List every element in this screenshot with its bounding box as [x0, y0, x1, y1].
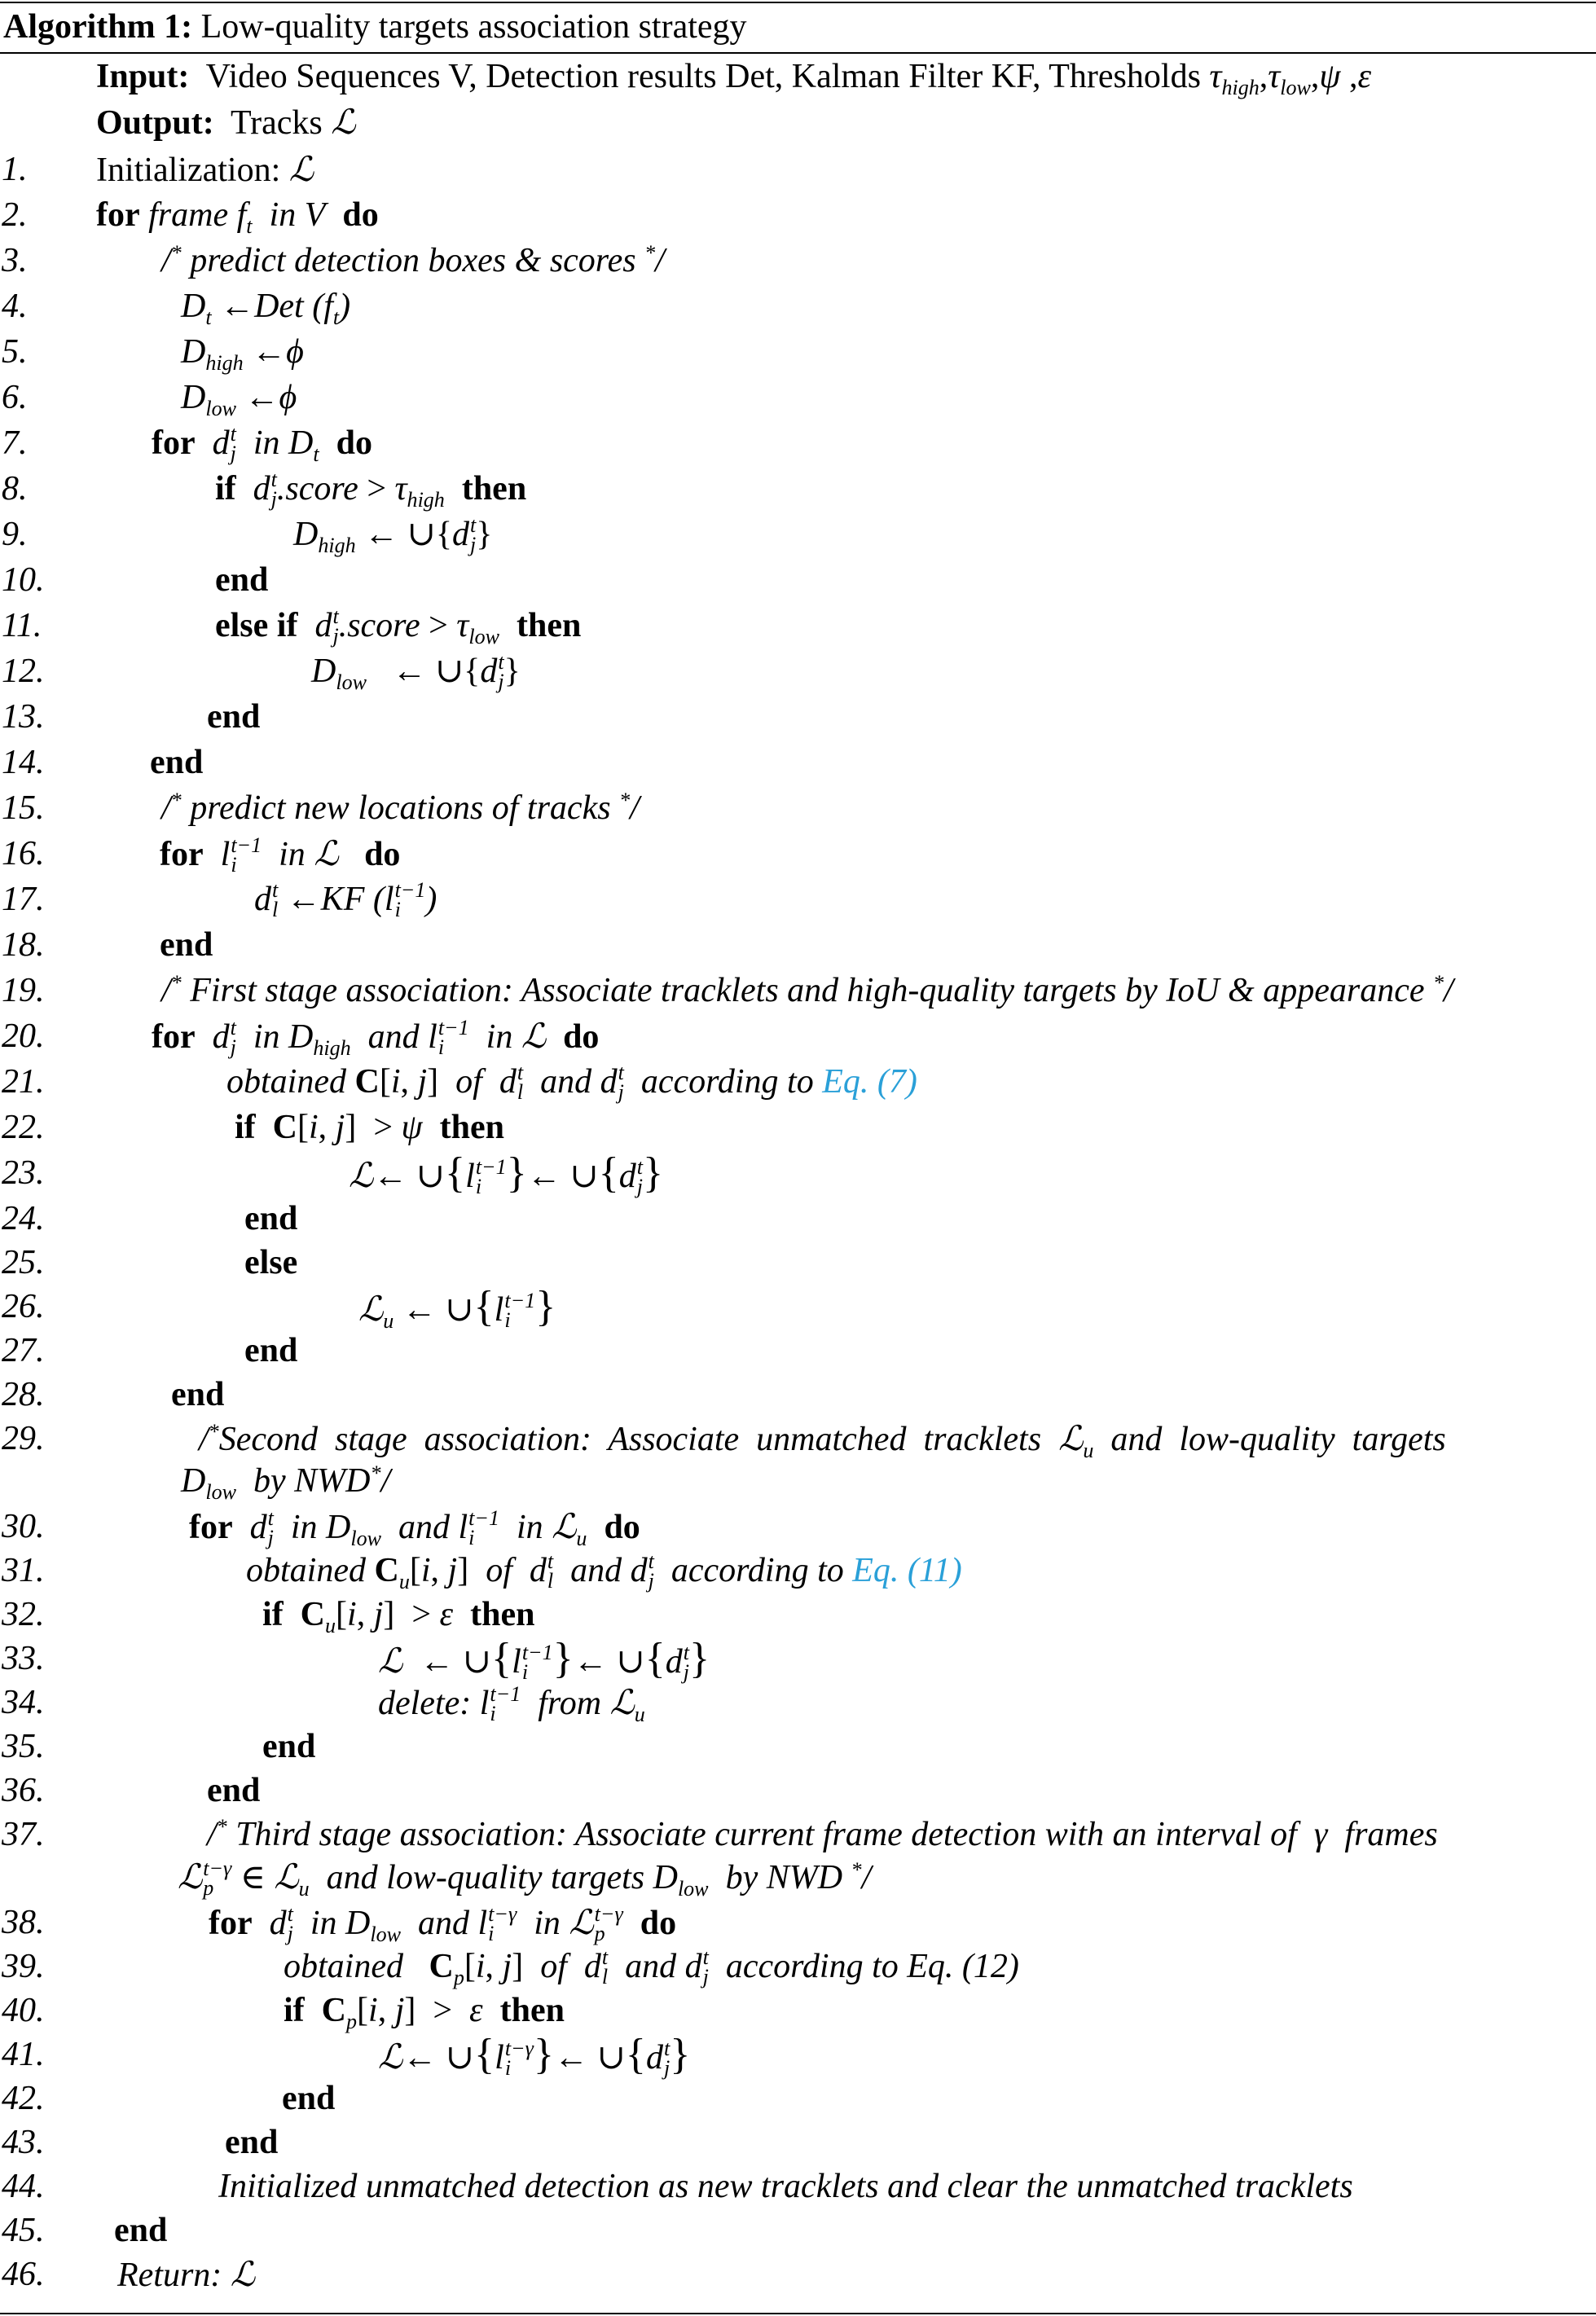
algo-line: 6. $D_{low}$ ←ϕ	[0, 375, 1596, 420]
line-number: 12.	[2, 653, 45, 690]
algo-line: 27. end	[0, 1328, 1596, 1373]
line-number: 9.	[2, 516, 28, 553]
line-number: 21.	[2, 1063, 45, 1101]
line-number: 42.	[2, 2080, 45, 2117]
algo-line: 4. $D_t$ ←Det $(f_t)$	[0, 283, 1596, 329]
line-number: 46.	[2, 2256, 45, 2293]
line-number: 35.	[2, 1728, 45, 1765]
output-line: Output: Tracks ℒ	[96, 102, 356, 142]
line-number: 25.	[2, 1244, 45, 1281]
line-number: 7.	[2, 424, 28, 462]
line-number: 45.	[2, 2212, 45, 2249]
algo-line: 2. for frame $f_t$ in V do	[0, 192, 1596, 238]
algo-line: 21. obtained C[i, j] of d t l and d t j according to Eq. (7)	[2, 1060, 917, 1105]
line-number: 32.	[2, 1596, 45, 1633]
algo-line: 19. /* First stage association: Associate tracklets and high-quality targets by IoU & appearance */	[0, 968, 1596, 1013]
line-number: 5.	[2, 333, 28, 371]
algo-line: 8. if d t j .score > $\tau_{high}$ then	[2, 467, 527, 512]
algo-line: 24. end	[0, 1196, 1596, 1241]
algo-line: 28. end	[0, 1372, 1596, 1417]
line-number: 38.	[2, 1904, 45, 1941]
line-number: 2.	[2, 196, 28, 234]
line-number: 18.	[2, 926, 45, 964]
line-number: 22.	[2, 1109, 45, 1146]
algo-line: 17. d t l ←KF (l t−1 i )	[2, 877, 437, 922]
algo-line: 9. $D_{high}$ ← ∪{d t j }	[2, 512, 493, 558]
algorithm-name: Low-quality targets association strategy	[200, 8, 747, 46]
algo-line: 14. end	[0, 740, 1596, 785]
algo-line: 29. /*Second stage association: Associate unmatched tracklets ℒ$_u$ and low-quality targets	[0, 1416, 1596, 1461]
algo-line: 26. ℒ$_u$ ← ∪{l t−1 i }	[2, 1283, 556, 1334]
algo-line: 22. if C[i, j] > ψ then	[0, 1105, 1596, 1150]
algo-line: 3. /* predict detection boxes & scores */	[0, 238, 1596, 283]
algo-line: 43. end	[0, 2120, 1596, 2165]
line-number: 34.	[2, 1684, 45, 1721]
line-number: 8.	[2, 470, 28, 508]
algorithm-label: Algorithm 1:	[3, 8, 193, 46]
algorithm-title	[3, 5, 747, 49]
line-number: 20.	[2, 1017, 45, 1055]
line-number: 16.	[2, 835, 45, 872]
algo-line: 30. for d t j in $D_{low}$ and l t−1 i in ℒ$_u$ do	[0, 1504, 1596, 1549]
input-line: Input: Video Sequences V, Detection results Det, Kalman Filter KF, Thresholds $\tau_{high},\tau_{low},\psi$ ,ε	[96, 58, 1372, 100]
algo-line: 25. else	[0, 1240, 1596, 1285]
line-number: 30.	[2, 1508, 45, 1545]
algo-line: 13. end	[0, 694, 1596, 740]
algo-line-continuation: $D_{low}$ by NWD*/	[181, 1461, 391, 1505]
line-number: 41.	[2, 2036, 45, 2073]
algo-line: 11. else if d t j .score > $\tau_{low}$ then	[2, 604, 582, 649]
bottom-rule	[0, 2313, 1596, 2314]
line-number: 29.	[2, 1420, 45, 1457]
top-rule	[0, 2, 1596, 3]
line-number: 3.	[2, 242, 28, 279]
algo-line: 32. if $C_u[i$, j] > ε then	[0, 1592, 1596, 1637]
algo-line: 16. for l t−1 i in ℒ do	[0, 831, 1596, 877]
algo-line: 45. end	[0, 2208, 1596, 2253]
line-number: 6.	[2, 379, 28, 416]
algo-line: 20. for d t j in $D_{high}$ and l t−1 i in ℒ do	[0, 1013, 1596, 1059]
input-label: Input:	[96, 58, 190, 95]
algo-line-continuation: ℒ t−γ p ∈ ℒ$_u$ and low-quality targets $D_{low}$ by NWD */	[178, 1856, 872, 1901]
output-label: Output:	[96, 104, 214, 142]
line-number: 24.	[2, 1200, 45, 1237]
line-number: 40.	[2, 1992, 45, 2029]
algo-line: 39. obtained $C_p[i$, j] of d t l and d t j according to Eq. (12)	[2, 1945, 1019, 1990]
algo-line: 36. end	[0, 1768, 1596, 1813]
algo-line: 42. end	[0, 2076, 1596, 2121]
line-number: 37.	[2, 1816, 45, 1853]
line-number: 10.	[2, 561, 45, 599]
line-number: 23.	[2, 1154, 45, 1192]
algo-line: 38. for d t j in $D_{low}$ and l t−γ i in ℒ t−γ p do	[0, 1900, 1596, 1945]
line-number: 14.	[2, 744, 45, 781]
algo-line: 18. end	[0, 922, 1596, 968]
algo-line: 5. $D_{high}$ ←ϕ	[0, 329, 1596, 375]
algo-line: 33. ℒ ← ∪{l t−1 i }← ∪{d t j }	[2, 1635, 710, 1685]
algo-line: 37. /* Third stage association: Associate current frame detection with an interval of γ frames	[0, 1812, 1596, 1857]
algo-line: 1. Initialization: ℒ	[0, 147, 1596, 192]
line-number: 4.	[2, 288, 28, 325]
algo-line: 23. ℒ← ∪{l t−1 i }← ∪{d t j }	[2, 1149, 664, 1199]
input-text: Video Sequences V, Detection results Det, Kalman Filter KF, Thresholds	[205, 58, 1201, 95]
line-number: 33.	[2, 1640, 45, 1677]
algo-line: 35. end	[0, 1724, 1596, 1769]
line-number: 39.	[2, 1948, 45, 1985]
eq11-link[interactable]: Eq. (11)	[852, 1552, 962, 1589]
algo-line: 31. obtained $C_u[i$, j] of d t l and d t j according to Eq. (11)	[2, 1549, 962, 1594]
line-number: 44.	[2, 2168, 45, 2205]
line-number: 36.	[2, 1772, 45, 1809]
algo-line: 10. end	[0, 557, 1596, 603]
algo-line: 15. /* predict new locations of tracks */	[0, 785, 1596, 831]
line-number: 13.	[2, 698, 45, 736]
eq7-link[interactable]: Eq. (7)	[822, 1063, 917, 1101]
line-number: 1.	[2, 151, 28, 188]
algo-line: 46. Return: ℒ	[0, 2252, 1596, 2297]
algo-line: 7. for d t j in $D_t$ do	[2, 421, 372, 467]
output-text: Tracks	[230, 104, 323, 142]
line-number: 31.	[2, 1552, 45, 1589]
line-number: 19.	[2, 972, 45, 1009]
line-number: 17.	[2, 881, 45, 918]
line-number: 27.	[2, 1332, 45, 1369]
line-number: 26.	[2, 1288, 45, 1325]
algo-line: 41. ℒ← ∪{l t−γ i }← ∪{d t j }	[2, 2031, 691, 2081]
algo-line: 12. $D_{low}$ ← ∪{d t j }	[2, 649, 521, 695]
line-number: 43.	[2, 2124, 45, 2161]
line-number: 15.	[2, 789, 45, 827]
line-number: 28.	[2, 1376, 45, 1413]
line-number: 11.	[2, 607, 42, 644]
algo-line: 44. Initialized unmatched detection as new tracklets and clear the unmatched tracklets	[0, 2164, 1596, 2209]
algo-line: 34. delete: l t−1 i from ℒ$_u$	[0, 1680, 1596, 1725]
algo-line: 40. if $C_p[i$, j] > ε then	[0, 1988, 1596, 2033]
